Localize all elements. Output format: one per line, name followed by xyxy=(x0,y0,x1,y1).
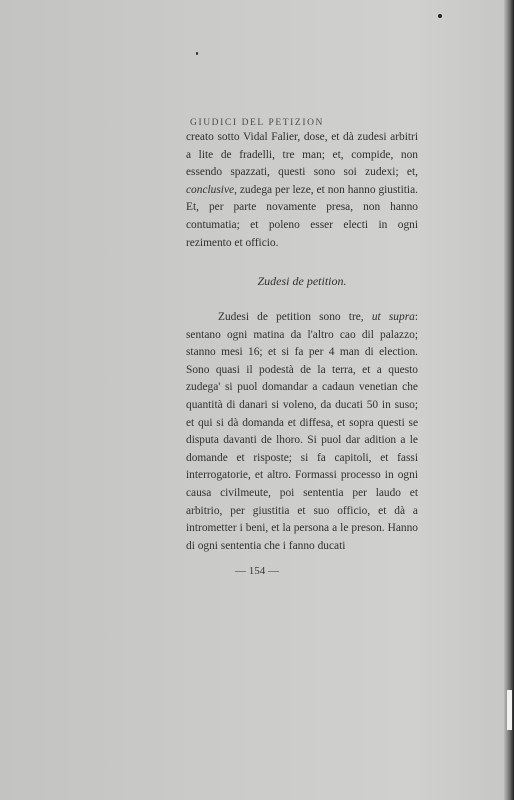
page-edge-shadow xyxy=(504,0,514,800)
running-head: GIUDICI DEL PETIZION xyxy=(189,118,324,128)
text-run: Zudesi de petition sono tre, xyxy=(218,311,372,323)
ink-speck xyxy=(438,14,442,18)
ink-speck xyxy=(196,52,198,55)
text-run-italic: conclusive xyxy=(186,183,235,196)
text-run: : sentano ogni matina da l'altro cao dil palazzo; stanno mesi 16; et si fa per 4 man di election. Sono quasi il podestà de la terra, et a questo zudega' si puol domandar a cadaun venetian che quantità di danari si voleno, da ducati 50 in suso; et qui si dà domanda et diffesa, et sopra questi se disputa davanti de lhoro. Si puol dar adition a le domande et risposte; si fa capitoli, et fassi interrogatorie, et altro. Formassi processo in ogni causa civilmeute, poi sententia per laudo et arbitrio, per giustitia et suo officio, et dà a intrometter i beni, et la persona a le preson. Hanno di ogni sententia che i fanno ducati xyxy=(186,311,418,552)
text-run-italic: ut supra xyxy=(371,311,415,323)
text-block-main xyxy=(186,309,418,555)
text-run: creato sotto Vidal Falier, dose, et dà zudesi arbitri a lite de fradelli, tre man; et, compide, non essendo spazzati, questi sono soi zudexi; et, xyxy=(186,131,418,179)
text-run: , zudega per leze, et non hanno giustitia. Et, per parte novamente presa, non hanno contumatia; et poleno esser electi in ogni rezimento et officio. xyxy=(186,183,418,249)
section-title: Zudesi de petition. xyxy=(257,274,347,288)
paragraph-top xyxy=(186,129,418,252)
page-number: — 154 — xyxy=(235,565,279,577)
text-block-top xyxy=(186,129,418,252)
edge-notch xyxy=(507,690,512,730)
paragraph-main xyxy=(186,309,418,555)
